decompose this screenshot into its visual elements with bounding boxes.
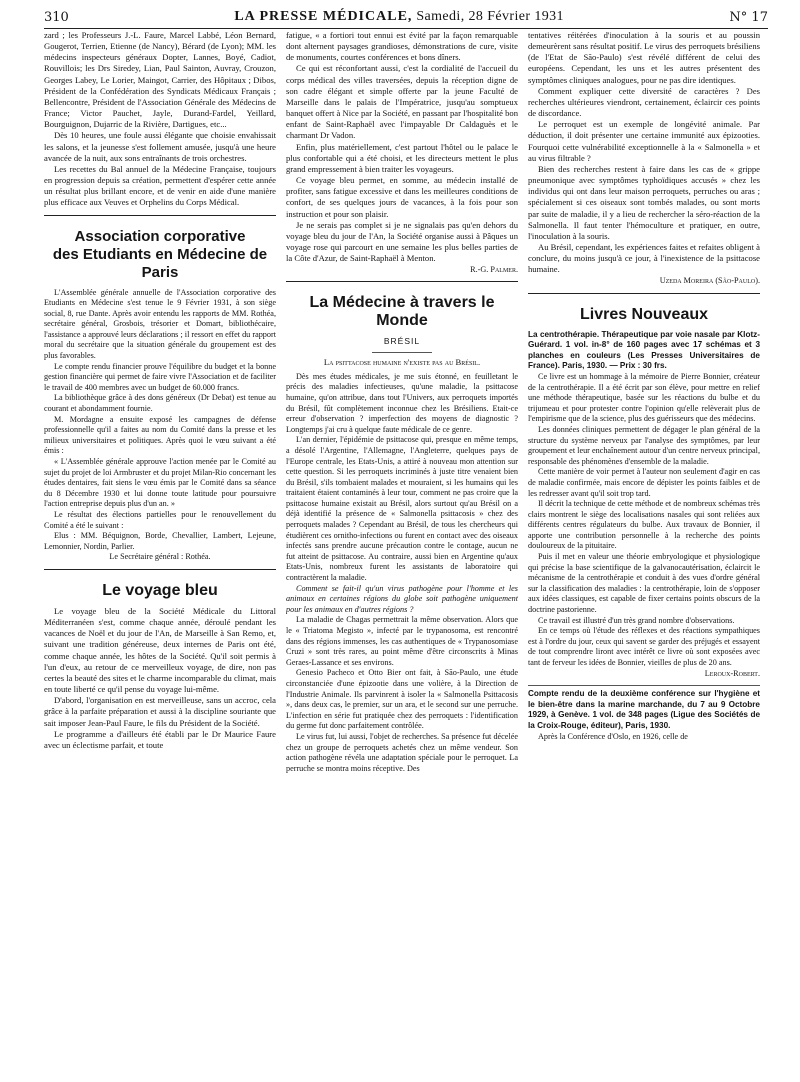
section-title: Livres Nouveaux bbox=[579, 305, 709, 323]
paragraph: Ce voyage bleu permet, en somme, au médecin installé de profiter, sans fatigue excessive et dans les meilleures conditions de confort, de ses quelques jours de vacances, à la fois pour son instruction et pour son plaisir. bbox=[286, 175, 518, 219]
country-heading: BRÉSIL bbox=[383, 336, 421, 347]
bresil-body bbox=[286, 372, 518, 775]
association-body bbox=[44, 288, 276, 563]
column-2 bbox=[286, 30, 518, 1082]
article-subtitle: La psittacose humaine n'existe pas au Brésil. bbox=[323, 356, 481, 367]
paragraph: Dès mes études médicales, je me suis étonné, en feuilletant le précis des maladies infectieuses, qu'une maladie, la psittacose humaine, qu'on attribue, dans tout l'Univers, aux perroquets importés du Brésil, fût complètement inconnue chez les Brésiliens. Etait-ce erreur d'observation ? imperfection des moyens de diagnostic ? Longtemps j'ai cru à quelque faute médicale de ce genre. bbox=[286, 371, 518, 434]
paragraph: L'Assemblée générale annuelle de l'Association corporative des Etudiants en Médecine s'est tenue le 9 Février 1931, à son siège social, 8, rue Dante. Après avoir entendu les rapports de MM. Rothéa, secrétaire général, Grosbois, trésorier et Domart, bibliothécaire, l'assistance a approuvé leurs déclarations ; il ressort en effet du rapport moral du secrétaire que la situation générale du groupement est des plus favorables. bbox=[44, 287, 276, 361]
paragraph: Comment se fait-il qu'un virus pathogène pour l'homme et les animaux en certaines régions du globe soit pathogène uniquement pour les animaux en d'autres régions ? bbox=[286, 583, 518, 614]
signature: Uzeda Moreira (São-Paulo). bbox=[659, 276, 760, 286]
divider bbox=[528, 685, 760, 686]
section-title: Le voyage bleu bbox=[102, 581, 218, 599]
journal-name: LA PRESSE MÉDICALE, bbox=[234, 9, 413, 24]
book-title: La centrothérapie. Thérapeutique par voie nasale par Klotz-Guérard. 1 vol. in-8° de 160 pages avec 17 schémas et 3 planches en couleurs (Les Presses Universitaires de France). Paris, 1930. — Prix : 30 frs. bbox=[528, 329, 760, 371]
paragraph: zard ; les Professeurs J.-L. Faure, Marcel Labbé, Léon Bernard, Gougerot, Terrien, Etienne (de Nancy), Bérard (de Lyon); MM. les médecins inspecteurs généraux Dopter, Lannes, Boyé, Cadiot, Rouvillois; les Drs Siredey, Lian, Paul Sainton, Auvray, Crouzon, Georges Labey, Le Lorier, Maingot, Carrier, des Hôpitaux ; Dibos, Président de la Confédération des Syndicats Médicaux Français ; Bellencontre, Président de l'Association Générale des Médecins de France; Victor Pauchet, Jayle, Durand-Fardel, Yeillard, Bourguignon, Dujarric de la Rivière, Dartigues, etc... bbox=[44, 30, 276, 130]
signature: Leroux-Robert. bbox=[704, 668, 760, 678]
paragraph: Le voyage bleu de la Société Médicale du Littoral Méditerranéen s'est, comme chaque année, déroulé pendant les vacances de Noël et du jour de l'An, de Marseille à San Remo, et, suivant une tradition généreuse, deux internes de Paris ont été, comme chaque année, les hôtes de la Société. Qu'il soit permis à l'un d'eux, au retour de ce merveilleux voyage, de dire, non pas certes la beauté des sites et le charme incomparable du climat, mais en toute liberté ce qu'il pense du voyage lui-même. bbox=[44, 605, 276, 695]
paragraph: Le résultat des élections partielles pour le renouvellement du Comité a été le suivant : bbox=[44, 509, 276, 530]
paragraph: Le virus fut, lui aussi, l'objet de recherches. Sa présence fut décelée chez un groupe de perroquets achetés chez un même vendeur. Son action pathogène révéla une adaptation spéciale pour le perroquet. La perruche se montra moins réceptive. Des bbox=[286, 731, 518, 773]
paragraph: D'abord, l'organisation en est merveilleuse, sans un accroc, cela grâce à la parfaite préparation et aussi à la discipline souriante que sait imposer Jean-Paul Faure, le fils du Président de la Société. bbox=[44, 695, 276, 728]
paragraph: En ce temps où l'étude des réflexes et des réactions sympathiques est à l'ordre du jour, ceux qui savent se garder des préjugés et essayent de tout comprendre liront avec intérêt ce livre où sont exposées avec tant de ferveur les idées de Bonnier, vieilles de plus de 20 ans. bbox=[528, 626, 760, 667]
paragraph: Il décrit la technique de cette méthode et de nombreux schémas très clairs montrent le siège des localisations nasales qui sont reliées aux différents centres régulateurs du bulbe. Aux travaux de Bonnier, il apporte une contribution personnelle à la recherche des points douloureux de la pituitaire. bbox=[528, 499, 760, 551]
paragraph: fatigue, « a fortiori tout ennui est évité par la façon remarquable dont alternent paysages grandioses, démonstrations de cure, visite de monuments, courtes conférences et bons dîners. bbox=[286, 30, 518, 63]
column-1 bbox=[44, 30, 276, 1082]
paragraph: Je ne serais pas complet si je ne signalais pas qu'en dehors du voyage bleu du jour de l'An, la Société organise aussi à Pâques un voyage rose qui parcourt en une semaine les plus belles parties de la Côte d'Azur, de Saint-Raphaël à Menton. bbox=[286, 219, 518, 264]
column-3 bbox=[528, 30, 760, 1082]
page-number: 310 bbox=[44, 9, 69, 25]
paragraph: Cette manière de voir permet à l'auteur non seulement d'agir en cas de maladie confirmée, mais encore de dépister les points faibles et de les redresser avant qu'il soit trop tard. bbox=[528, 467, 760, 498]
journal-title bbox=[234, 9, 564, 25]
paragraph: Le compte rendu financier prouve l'équilibre du budget et la bonne gestion financière qui permet de faire vivre l'Association et de faciliter le travail de 400 membres avec un budget de 60.000 francs. bbox=[44, 361, 276, 392]
book-title: Compte rendu de la deuxième conférence sur l'hygiène et le bien-être dans la marine marchande, du 7 au 9 Octobre 1929, à Genève. 1 vol. de 348 pages (Ligue des Sociétés de la Croix-Rouge, éditeur), Paris, 1930. bbox=[528, 689, 760, 730]
paragraph: L'an dernier, l'épidémie de psittacose qui, presque en même temps, a désolé l'Argentine, l'Allemagne, l'Angleterre, quelques pays de l'Europe centrale, les Etats-Unis, a attiré à nouveau mon attention sur cette question. Si les perroquets incriminés à juste titre venaient bien du Brésil, s'ils tombaient malades et mouraient, si les humains qui les traitaient étaient contaminés à leur tour, comment ne pas croire que la psittacose humaine existait au Brésil, alors surtout qu'au Brésil on a déjà identifié la présence de « Salmonella psittacosis » chez des perroquets malades ? Cependant au Brésil, de tous les chercheurs qui étudièrent ces ornitho-infections ou furent en contact avec des oiseaux infectés sans prendre aucune précaution contre le contage, aucun ne fut atteint de psittacose. Au contraire, aussi bien en Argentine qu'aux Etats-Unis, nombreux furent les assistants de laboratoire qui contractèrent la maladie. bbox=[286, 435, 518, 583]
paragraph: La bibliothèque grâce à des dons généreux (Dr Debat) est tenue au courant et abondamment fournie. bbox=[44, 393, 276, 414]
section-title-line: des Etudiants en Médecine de Paris bbox=[52, 245, 268, 281]
paragraph: Dès 10 heures, une foule aussi élégante que choisie envahissait les salons, et la jeunesse s'est follement amusée, jusqu'à une heure avancée de la nuit, aux sons entraînants de trois orchestres. bbox=[44, 130, 276, 163]
issue-date: Samedi, 28 Février 1931 bbox=[416, 9, 564, 24]
section-title bbox=[44, 228, 276, 282]
signature: R.-G. Palmer. bbox=[470, 265, 518, 275]
paragraph: Comment expliquer cette diversité de caractères ? Des recherches ultérieures viendront, certainement, éclaircir ces points de discordance. bbox=[528, 85, 760, 119]
paragraph: Ce qui est réconfortant aussi, c'est la cordialité de l'accueil du corps médical des villes traversées, depuis la réception digne de son cadre élégant et simple offerte par la jeune Faculté de Marseille dans le palais de l'Impératrice, jusqu'au somptueux banquet offert à Nice par la Société, en passant par l'hospitalité bon enfant de Saint-Raphaël avec l'impayable Dr Caldaguès et le charmant Dr Vadon. bbox=[286, 63, 518, 141]
paragraph: Les données cliniques permettent de dégager le plan général de la structure du système nerveux par l'analyse des symptômes, par leur groupement et leur enchaînement autour d'un centre nerveux principal, responsable des phénomènes d'ensemble de la maladie. bbox=[528, 424, 760, 466]
paragraph: Ce travail est illustré d'un très grand nombre d'observations. bbox=[538, 615, 735, 625]
signature: Le Secrétaire général : Rothéa. bbox=[109, 552, 211, 562]
paragraph: Elus : MM. Béquignon, Borde, Chevallier, Lambert, Lejeune, Lemonnier, Nordin, Parlier. bbox=[44, 531, 276, 551]
paragraph: tentatives réitérées d'inoculation à la souris et au poussin demeurèrent sans résultat positif. Le virus des perroquets brésiliens (de l'Etat de São-Paulo) s'est révélé différent de celui des européens. Cependant, les uns et les autres présentent des symptômes cliniques analogues, pour ne pas dire identiques. bbox=[528, 30, 760, 85]
paragraph: Puis il met en valeur une théorie embryologique et physiologique qui précise la base scientifique de la galvanocautérisation, éclaircit le mécanisme de la centrothérapie et conduit à des vues d'ordre général sur la classification des maladies : la centrothérapie, loin de s'opposer aux idées classiques, est capable de fixer certains points obscurs de la doctrine pastorienne. bbox=[528, 552, 760, 615]
paragraph: Après la Conférence d'Oslo, en 1926, celle de bbox=[538, 731, 688, 741]
paragraph: La maladie de Chagas permettrait la même observation. Alors que le « Triatoma Megisto », infecté par le trypanosoma, est rencontré dans des régions immenses, les cas authentiques de « Trypanosomiase Cruzi » sont très rares, au point même d'être circonscrits à Minas Geraes-Lassance et ses environs. bbox=[286, 615, 518, 667]
issue-number: N° 17 bbox=[729, 9, 768, 25]
section-title-line: Association corporative bbox=[74, 227, 246, 245]
livres-body bbox=[528, 330, 760, 743]
divider bbox=[372, 352, 432, 353]
section-association bbox=[44, 215, 276, 282]
section-medecine-monde bbox=[286, 281, 518, 367]
paragraph: Le perroquet est un exemple de longévité animale. Par déduction, il doit présenter une certaine immunité aux épizooties. Fourquoi cette vulnérabilité exceptionnelle à la « Salmonella » et au virus filtrable ? bbox=[528, 119, 760, 163]
paragraph: Le programme a d'ailleurs été établi par le Dr Maurice Faure avec un éclectisme parfait, et toute bbox=[44, 728, 276, 750]
page-header bbox=[44, 6, 768, 29]
paragraph: « L'Assemblée générale approuve l'action menée par le Comité au sujet du projet de loi Armbruster et du projet Milan-Rio concernant les études dentaires, fait siens le vœu émis par le Comité dans sa séance du 8 Décembre 1930 et lui donne toute latitude pour poursuivre l'action entreprise depuis plus d'un an. » bbox=[44, 457, 276, 509]
paragraph: Ce livre est un hommage à la mémoire de Pierre Bonnier, créateur de la centrothérapie. Il a été écrit par son élève, pour mettre en relief une méthode thérapeutique, basée sur les réactions du bulbe et du trijumeau et pour protester contre l'opinion qu'elle relèverait plus de l'empirisme que de la science, plus des guérisseurs que des médecins. bbox=[528, 371, 760, 424]
paragraph: Bien des recherches restent à faire dans les cas de « grippe pneumonique avec symptômes typhoïdiques accusés » chez les individus qui ont dans leur maison perroquets, perruches ou aras ; spécialement si ces oiseaux sont tombés malades, ou sont morts par suite de maladie, il y a lieu de rechercher la séro-réaction de la Salmonella. Il faut tenter l'hémoculture et pratiquer, en outre, l'inoculation à la souris. bbox=[528, 163, 760, 241]
paragraph: M. Mordagne a ensuite exposé les campagnes de défense professionnelle qu'il a faites au nom du Comité dans la presse et les milieux universitaires et politiques. Après quoi le vœu suivant a été émis : bbox=[44, 414, 276, 456]
paragraph: Les recettes du Bal annuel de la Médecine Française, toujours en progression depuis sa création, permettent d'espérer cette année un résultat plus brillant encore, et de venir en aide d'une manière plus efficace aux Veuves et Orphelins du Corps Médical. bbox=[44, 163, 276, 208]
section-title: La Médecine à travers le Monde bbox=[309, 294, 495, 330]
section-livres-nouveaux bbox=[528, 293, 760, 324]
columns bbox=[44, 30, 768, 1082]
paragraph: Enfin, plus matériellement, c'est partout l'hôtel ou le palace le plus confortable qui a été choisi, et les directeurs mettent le plus grand empressement à bien traiter les voyageurs. bbox=[286, 141, 518, 174]
paragraph: Genesio Pacheco et Otto Bier ont fait, à São-Paulo, une étude circonstanciée d'une épizootie dans une volière, à la Direction de l'Industrie Animale. Ils parvinrent à isoler la « Salmonella Psittacosis », dans deux cas, le premier, sur un ara, et le second sur une perruche. L'infection en série fut pratiquée chez des perroquets : l'identification du germe fut donc parfaitement contrôlée. bbox=[286, 668, 518, 731]
section-voyage-bleu bbox=[44, 569, 276, 600]
paragraph: Au Brésil, cependant, les expériences faites et refaites obligent à conclure, du moins jusqu'à ce jour, à l'inexistence de la psittacose humaine. bbox=[528, 241, 760, 275]
